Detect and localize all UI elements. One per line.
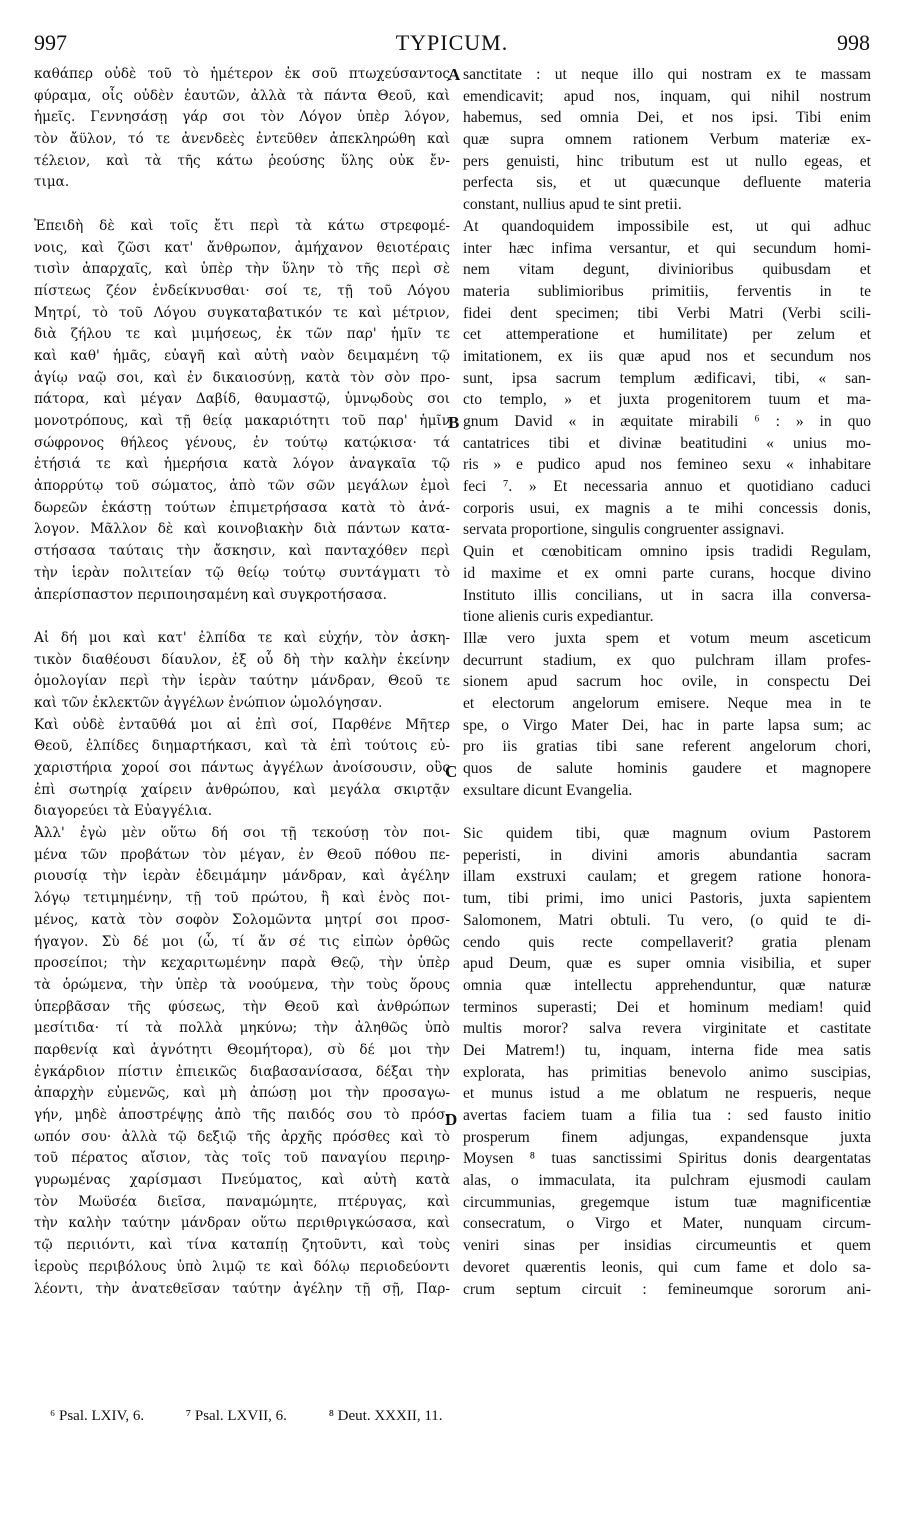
margin-mark-a: A (448, 65, 461, 84)
latin-text-line: id maxime et ex omni parte curans, hocque divino (463, 564, 871, 582)
latin-text-line: quæ supra omnem rationem Verbum materiæ ex- (463, 131, 871, 149)
latin-text-line: gnum David « in æquitate mirabili ⁶ : » in quo (463, 413, 871, 430)
greek-text-line: τὸν ἄϋλον, τό τε ἀνενδεὲς ἐντεῦθεν ἀπεκληρώθη καὶ (34, 131, 450, 148)
greek-text-line: νοις, καὶ ζῶσι κατ' ἄνθρωπον, ἀμήχανον θειοτέραις (34, 239, 450, 256)
greek-text-line: μεσίτιδα· τί τὰ πολλὰ μηκύνω; τὴν ἀληθῶς ὑπὸ (34, 1020, 450, 1037)
latin-text-line: sionem apud sacrum hoc ovile, in conspectu Dei (463, 673, 871, 691)
greek-text-line: τὸν Μωϋσέα διεῖσα, παναμώμητε, πτέρυγας, καὶ (34, 1193, 450, 1210)
latin-text-line: illam exstruxi caulam; et gregem ratione honora- (463, 868, 871, 886)
greek-text-line: δωρεῶν ἑκάστῃ τούτων ἐπιμετρήσασα κατὰ τὸ ἀνά- (34, 499, 450, 516)
greek-text-line: Αἱ δή μοι καὶ κατ' ἐλπίδα τε καὶ εὐχήν, τὸν ἀσκη- (34, 629, 450, 646)
greek-text-line: Ἀλλ' ἐγὼ μὲν οὕτω δή σοι τῇ τεκούσῃ τὸν ποι- (34, 825, 450, 842)
greek-text-line: μονοτρόπους, καὶ τῇ θείᾳ μακαριότητι τοῦ παρ' ἡμῖν (34, 413, 450, 429)
latin-column (463, 64, 871, 1300)
latin-text-line: cto templo, » et juxta progenitorem tuum et ma- (463, 391, 871, 409)
greek-text-line: τιμα. (34, 174, 70, 191)
latin-text-line: alas, o immaculata, ita pulchram ejusmodi caulam (463, 1172, 871, 1190)
greek-text-line: λόγῳ τετιμημένην, τῇ τοῦ πρώτου, ἢ καὶ ἑνὸς ποι- (34, 890, 450, 907)
greek-text-line: ἁγίῳ ναῷ σοι, καὶ ἐν δικαιοσύνῃ, κατὰ τὸν σὸν προ- (34, 369, 450, 386)
greek-text-line: προσείποι; τὴν κεχαριτωμένην παρὰ Θεῷ, τὴν ὑπὲρ (34, 955, 450, 972)
greek-text-line: πίστεως ζέον ἐνδείκνυσθαι· σοί τε, τῇ τοῦ Λόγου (34, 282, 450, 299)
greek-text-line: Καὶ οὐδὲ ἐνταῦθά μοι αἱ ἐπὶ σοί, Παρθένε Μῆτερ (34, 716, 450, 733)
latin-text-line: habemus, sed omnia Dei, et nos ipsi. Tibi enim (463, 109, 871, 127)
footnote: ⁷ Psal. LXVII, 6. (185, 1408, 287, 1424)
latin-text-line: crum septum circuit : femineumque sororum ani- (463, 1280, 871, 1298)
latin-text-line: cendo quis recte compellaverit? gratia plenam (463, 933, 871, 951)
greek-text-line: τοῦ πέρατος αἴσιον, τὰς τοῖς τοῦ παναγίου περιηρ- (34, 1150, 450, 1167)
greek-text-line: λέοντι, τὴν ἀνατεθεῖσαν ταύτην ἀγέλην τῇ σῇ, Παρ- (34, 1280, 450, 1297)
greek-text-line: φύραμα, οἷς οὐδὲν ἑαυτῶν, ἀλλὰ τὰ πάντα Θεοῦ, καὶ (34, 87, 450, 104)
greek-text-line: ἐτήσιά τε καὶ ἡμερήσια κατὰ λόγον ἀναγκαῖα τῷ (34, 456, 450, 473)
latin-text-line: nem vitam degunt, divinioribus quibusdam et (463, 261, 871, 279)
latin-text-line: omnia quæ intellectu apprehenduntur, quæ naturæ (463, 976, 871, 994)
greek-text-line: τῷ περιιόντι, καὶ τίνα καταπίῃ ζητοῦντι, καὶ τοὺς (34, 1237, 450, 1254)
greek-text-line: καθάπερ οὐδὲ τοῦ τὸ ἡμέτερον ἐκ σοῦ πτωχεύσαντος (34, 66, 450, 82)
running-title: TYPICUM. (395, 30, 509, 55)
greek-text-line: ἡμεῖς. Γεννησάσῃ γάρ σοι τὸν Λόγον ὑπὲρ λόγον, (34, 109, 450, 126)
latin-text-line: pro iis gratias tibi sane referent angelorum chori, (463, 738, 871, 756)
latin-text-line: At quandoquidem impossibile est, ut qui adhuc (463, 217, 871, 235)
latin-text-line: consecratum, o Virgo et Mater, nunquam circum- (463, 1215, 871, 1233)
latin-text-line: Moysen ⁸ tuas sanctissimi Spiritus donis deargentatas (463, 1150, 871, 1168)
latin-text-line: ris » e pudico apud nos femineo sexu « inhabitare (463, 456, 871, 474)
greek-text-line: τὴν καλὴν ταύτην μάνδραν οὕτω περιθριγκώσασα, καὶ (34, 1215, 450, 1232)
latin-text-line: veniri sinas per insidias circumeuntis et quem (463, 1237, 871, 1255)
greek-text-line: πάτορα, καὶ μέγαν Δαβίδ, θαυμαστῷ, ὑμνῳδοὺς σοι (34, 391, 450, 408)
greek-text-line: καὶ τῶν ἐκλεκτῶν ἀγγέλων ἐνώπιον ὡμολόγησαν. (34, 694, 383, 711)
greek-text-line: λογον. Μᾶλλον δὲ καὶ κοινοβιακὴν διὰ πάντων κατα- (34, 521, 450, 538)
latin-text-line: et munus istud a me oblatum ne respueris, neque (463, 1085, 871, 1103)
latin-text-line: spe, o Virgo Mater Dei, hac in parte lapsa sum; ac (463, 716, 871, 734)
greek-text-line: Μητρί, τὸ τοῦ Λόγου συγκαταβατικόν τε καὶ μέτριον, (34, 304, 450, 321)
footnote: ⁶ Psal. LXIV, 6. (50, 1408, 145, 1424)
greek-text-line: ωπόν σου· ἀλλὰ τῷ δεξιῷ τῆς ἀρχῆς πρόσθες καὶ τὸ (34, 1128, 450, 1145)
greek-text-line: στήσασα ταύταις τὴν ἄσκησιν, καὶ πανταχόθεν περὶ (34, 543, 450, 560)
latin-text-line: pers genuisti, hinc tributum est ut nullo egeas, et (463, 152, 871, 170)
latin-text-line: peperisti, in divini amoris abundantia sacram (463, 846, 871, 864)
latin-text-line: Illæ vero juxta spem et votum meum asceticum (463, 629, 871, 647)
latin-text-line: corporis usui, ex magnis a te mihi concessis donis, (463, 499, 871, 517)
latin-text-line: Quin et cœnobiticam omnino ipsis tradidi Regulam, (463, 543, 871, 561)
greek-text-line: ὁμολογίαν περὶ τὴν ἱερὰν ταύτην μάνδραν, Θεοῦ τε (34, 673, 450, 690)
greek-text-line: μένος, κατὰ τὸν σοφὸν Σολομῶντα μητρί σοι προσ- (34, 911, 450, 928)
greek-text-line: διαγορεύει τὰ Εὐαγγέλια. (34, 803, 213, 820)
latin-text-line: decurrunt stadium, ex quo pulchram illam profes- (463, 651, 871, 669)
greek-text-line: τὰ ὁρώμενα, τὴν ὑπὲρ τὰ νοούμενα, τὴν τοὺς ὅρους (34, 976, 450, 993)
latin-text-line: sunt, ipsa sacrum templum ædificavi, tibi, « san- (463, 369, 871, 387)
greek-text-line: τέλειον, καὶ τὰ τῆς κάτω ῥεούσης ὕλης οὐκ ἔν- (34, 152, 450, 169)
greek-text-line: ὑπερβᾶσαν τῆς φύσεως, τὴν Θεοῦ καὶ ἀνθρώπων (34, 998, 450, 1015)
latin-text-line: inter hæc infima versantur, et qui secundum homi- (463, 239, 871, 257)
greek-text-line: Θεοῦ, ἐλπίδες διημαρτήκασι, καὶ τὰ ἐπὶ τούτοις εὐ- (34, 738, 450, 755)
latin-text-line: prosperum finem adjungas, expandensque juxta (463, 1128, 871, 1146)
greek-text-line: χαριστήρια χοροί σοι πάντως ἀγγέλων ἀνοίσουσιν, οὓς (34, 760, 450, 776)
margin-mark-d: D (445, 1110, 458, 1129)
greek-text-line: ἱεροὺς περιβόλους ὑπὸ λιμῷ τε καὶ δόλῳ περιοδεύοντι (34, 1258, 450, 1275)
latin-text-line: feci ⁷. » Et necessaria annuo et quotidiano caduci (463, 478, 871, 496)
latin-text-line: sanctitate : ut neque illo qui nostram ex te massam (463, 66, 871, 83)
latin-text-line: Dei Matrem!) tu, inquam, interna fide mea satis (463, 1041, 871, 1059)
latin-text-line: materia sublimioribus primitiis, ferventis in te (463, 282, 871, 300)
latin-text-line: quos de salute hominis gaudere et magnopere (463, 760, 871, 777)
latin-text-line: exsultare dicunt Evangelia. (463, 781, 633, 799)
greek-text-line: καὶ καθ' ἡμᾶς, εὐαγῆ καὶ αὐτὴ ναὸν δειμαμένη τῷ (34, 347, 450, 364)
latin-text-line: circummunias, gregemque istum tuæ magnificentiæ (463, 1193, 871, 1211)
latin-text-line: tum, tibi primi, imo unici Pastoris, juxta sapientem (463, 890, 871, 908)
latin-text-line: multis moror? salva revera virginitate et castitate (463, 1020, 871, 1038)
latin-text-line: Salomonem, Matri obtuli. Tu vero, (o quid te di- (463, 911, 871, 929)
greek-text-line: τισὶν ἀπαρχαῖς, καὶ ὑπὲρ τὴν ὕλην τὸ τῆς περὶ σὲ (34, 261, 450, 278)
latin-text-line: perfecta sis, et ut quæcunque defluente materia (463, 174, 871, 192)
latin-text-line: imitationem, ex iis quæ apud nos et secundum nos (463, 347, 871, 365)
greek-text-line: τὴν ἱερὰν πολιτείαν τῷ θείῳ τούτῳ συντάγματι τὸ (34, 564, 450, 581)
footnotes (50, 1408, 870, 1425)
greek-text-line: διὰ ζήλου τε καὶ μιμήσεως, ἐκ τῶν παρ' ἡμῖν τε (34, 326, 450, 343)
greek-text-line: Ἐπειδὴ δὲ καὶ τοῖς ἔτι περὶ τὰ κάτω στρεφομέ- (34, 217, 450, 234)
latin-text-line: apud Deum, quæ es super omnia visibilia, et super (463, 955, 871, 973)
latin-text-line: terminos superasti; Dei et hominum mediam! quid (463, 998, 871, 1016)
latin-text-line: constant, nullius apud te sint pretii. (463, 196, 682, 214)
greek-text-line: ριουσίᾳ τὴν ἱερὰν ἐδειμάμην μάνδραν, καὶ ἀγέλην (34, 868, 450, 885)
latin-text-line: Sic quidem tibi, quæ magnum ovium Pastorem (463, 825, 871, 843)
footnote: ⁸ Deut. XXXII, 11. (328, 1408, 443, 1424)
latin-text-line: explorata, has primitias benevolo animo suscipias, (463, 1063, 871, 1081)
paragraph-gap (463, 801, 871, 823)
paragraph-gap (34, 194, 450, 216)
latin-text-line: emendicavit; apud nos, inquam, qui nihil nostrum (463, 87, 871, 105)
latin-text-line: avertas faciem tuam a filia tua : sed fausto initio (463, 1107, 871, 1124)
latin-text-line: et electorum angelorum emisere. Neque mea in te (463, 694, 871, 712)
greek-text-line: ἀπερίσπαστον περιποιησαμένη καὶ συγκροτήσασα. (34, 586, 387, 603)
greek-text-line: γυρωμένας χαρίσμασι Πνεύματος, καὶ αὐτὴ κατὰ (34, 1172, 450, 1189)
latin-text-line: cantatrices tibi et divinæ beatitudini « unius mo- (463, 434, 871, 452)
latin-text-line: servata proportione, singulis congruenter assignavi. (463, 521, 785, 539)
page-header (34, 30, 870, 60)
paragraph-gap (34, 606, 450, 628)
margin-mark-c: C (445, 762, 458, 781)
greek-text-line: μένα τῶν προβάτων τὸν μέγαν, ἐν Θεοῦ πόθου πε- (34, 846, 450, 863)
page-number-left: 997 (34, 30, 67, 55)
latin-text-line: fidei dent specimen; tibi Verbi Matri (Verbi scili- (463, 304, 871, 322)
greek-text-line: ἐγκάρδιον πίστιν ἐπιεικῶς διαβασανίσασα, δέξαι τὴν (34, 1063, 450, 1080)
latin-text-line: devoret quærentis leonis, qui cum fame et dolo sa- (463, 1258, 871, 1276)
greek-text-line: ἀπορρύτῳ τοῦ σώματος, ἀπὸ τῶν σῶν μεγάλων ἐμοὶ (34, 478, 450, 495)
greek-text-line: παρθενίᾳ καὶ ἁγνότητι Θεομήτορα), σὺ δέ μοι τὴν (34, 1041, 450, 1058)
margin-mark-b: B (448, 413, 460, 432)
greek-text-line: σώφρονος θήλεος γένους, ἐν τούτῳ κατῴκισα· τά (34, 434, 450, 451)
latin-text-line: tione alienis curis expediantur. (463, 608, 654, 626)
greek-text-line: γήν, μηδὲ ἀποστρέψῃς ἀπὸ τῆς παιδός σου τὸ πρόσ- (34, 1107, 450, 1123)
greek-text-line: τικὸν διαθέουσι δίαυλον, ἐξ οὗ δὴ τὴν καλὴν ἐκείνην (34, 651, 450, 668)
page-number-right: 998 (837, 30, 870, 55)
greek-column (34, 64, 450, 1300)
greek-text-line: ἐπὶ σωτηρίᾳ χαίρειν ἀνθρώπου, καὶ μεγάλα σκιρτᾷν (34, 781, 450, 798)
greek-text-line: ήγαγον. Σὺ δέ μοι (ὦ, τί ἄν σέ τις εἰπὼν ὀρθῶς (34, 933, 450, 950)
latin-text-line: Instituto illis concilians, ut in sacra illa conversa- (463, 586, 871, 604)
latin-text-line: cet attemperatione et humilitate) per zelum et (463, 326, 871, 344)
greek-text-line: ἀπαρχὴν εὐμενῶς, καὶ μὴ ἀπώσῃ μοι τὴν προσαγω- (34, 1085, 450, 1102)
